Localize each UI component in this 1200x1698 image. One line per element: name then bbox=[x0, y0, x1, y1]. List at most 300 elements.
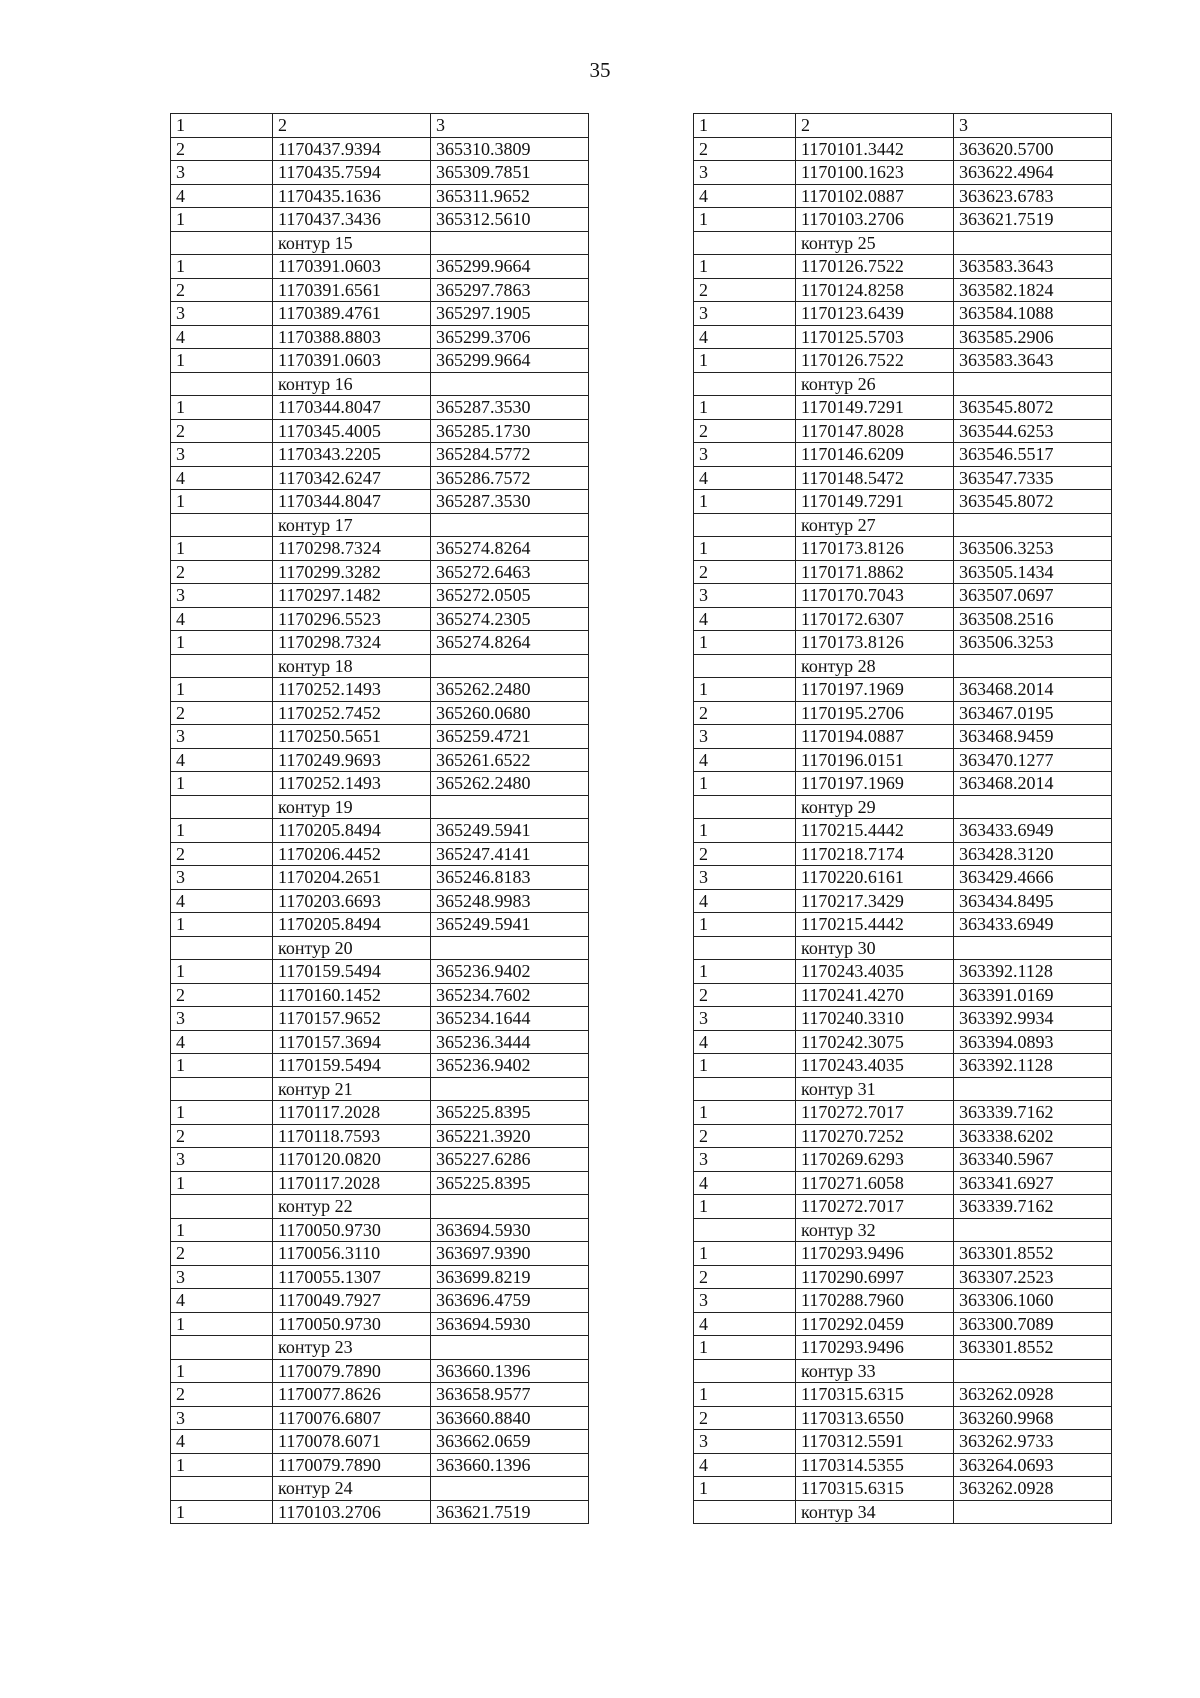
x-coordinate-cell: контур 18 bbox=[273, 654, 431, 678]
y-coordinate-cell: 363506.3253 bbox=[954, 537, 1112, 561]
table-row bbox=[694, 1453, 1112, 1477]
y-coordinate-cell: 365274.8264 bbox=[431, 631, 589, 655]
table-row bbox=[171, 584, 589, 608]
point-number-cell: 4 bbox=[694, 1312, 796, 1336]
point-number-cell: 4 bbox=[694, 325, 796, 349]
table-row bbox=[694, 325, 1112, 349]
point-number-cell: 2 bbox=[171, 560, 273, 584]
y-coordinate-cell: 365236.3444 bbox=[431, 1030, 589, 1054]
y-coordinate-cell: 363506.3253 bbox=[954, 631, 1112, 655]
x-coordinate-cell: 1170391.6561 bbox=[273, 278, 431, 302]
y-coordinate-cell bbox=[431, 936, 589, 960]
point-number-cell: 2 bbox=[171, 701, 273, 725]
x-coordinate-cell: 1170437.3436 bbox=[273, 208, 431, 232]
x-coordinate-cell: 1170315.6315 bbox=[796, 1383, 954, 1407]
y-coordinate-cell: 365287.3530 bbox=[431, 490, 589, 514]
point-number-cell: 1 bbox=[171, 1101, 273, 1125]
x-coordinate-cell: 1170157.9652 bbox=[273, 1007, 431, 1031]
y-coordinate-cell: 365299.9664 bbox=[431, 255, 589, 279]
point-number-cell: 1 bbox=[694, 913, 796, 937]
y-coordinate-cell: 363696.4759 bbox=[431, 1289, 589, 1313]
x-coordinate-cell: 1170197.1969 bbox=[796, 772, 954, 796]
y-coordinate-cell: 363546.5517 bbox=[954, 443, 1112, 467]
point-number-cell bbox=[171, 1477, 273, 1501]
y-coordinate-cell: 363467.0195 bbox=[954, 701, 1112, 725]
x-coordinate-cell: 1170118.7593 bbox=[273, 1124, 431, 1148]
y-coordinate-cell: 365274.2305 bbox=[431, 607, 589, 631]
table-row bbox=[694, 537, 1112, 561]
point-number-cell: 3 bbox=[171, 1148, 273, 1172]
table-row bbox=[694, 795, 1112, 819]
point-number-cell: 3 bbox=[694, 725, 796, 749]
x-coordinate-cell: 1170389.4761 bbox=[273, 302, 431, 326]
x-coordinate-cell: контур 33 bbox=[796, 1359, 954, 1383]
y-coordinate-cell bbox=[954, 513, 1112, 537]
x-coordinate-cell: 1170125.5703 bbox=[796, 325, 954, 349]
point-number-cell: 3 bbox=[694, 161, 796, 185]
y-coordinate-cell: 365272.6463 bbox=[431, 560, 589, 584]
point-number-cell: 1 bbox=[171, 631, 273, 655]
table-row bbox=[694, 678, 1112, 702]
y-coordinate-cell: 365297.1905 bbox=[431, 302, 589, 326]
table-row bbox=[694, 1289, 1112, 1313]
x-coordinate-cell: 1170293.9496 bbox=[796, 1242, 954, 1266]
x-coordinate-cell: 1170103.2706 bbox=[273, 1500, 431, 1524]
y-coordinate-cell: 363658.9577 bbox=[431, 1383, 589, 1407]
x-coordinate-cell: 1170173.8126 bbox=[796, 537, 954, 561]
table-row bbox=[694, 748, 1112, 772]
table-row bbox=[171, 1054, 589, 1078]
point-number-cell bbox=[694, 1500, 796, 1524]
x-coordinate-cell: контур 25 bbox=[796, 231, 954, 255]
x-coordinate-cell: 1170299.3282 bbox=[273, 560, 431, 584]
table-row bbox=[694, 1430, 1112, 1454]
table-row bbox=[171, 1101, 589, 1125]
y-coordinate-cell: 363582.1824 bbox=[954, 278, 1112, 302]
coordinates-table-right bbox=[693, 113, 1112, 1524]
y-coordinate-cell: 365287.3530 bbox=[431, 396, 589, 420]
y-coordinate-cell: 363392.1128 bbox=[954, 1054, 1112, 1078]
x-coordinate-cell: 1170252.7452 bbox=[273, 701, 431, 725]
point-number-cell bbox=[171, 513, 273, 537]
table-row bbox=[171, 819, 589, 843]
y-coordinate-cell: 365260.0680 bbox=[431, 701, 589, 725]
point-number-cell: 1 bbox=[171, 1312, 273, 1336]
table-row bbox=[171, 1077, 589, 1101]
x-coordinate-cell: 1170435.7594 bbox=[273, 161, 431, 185]
table-row bbox=[171, 1477, 589, 1501]
y-coordinate-cell: 363429.4666 bbox=[954, 866, 1112, 890]
y-coordinate-cell bbox=[431, 231, 589, 255]
point-number-cell: 4 bbox=[171, 889, 273, 913]
x-coordinate-cell: 1170159.5494 bbox=[273, 1054, 431, 1078]
x-coordinate-cell: 1170388.8803 bbox=[273, 325, 431, 349]
y-coordinate-cell: 365272.0505 bbox=[431, 584, 589, 608]
table-row bbox=[694, 184, 1112, 208]
table-row bbox=[171, 325, 589, 349]
x-coordinate-cell: 1170249.9693 bbox=[273, 748, 431, 772]
point-number-cell: 3 bbox=[171, 584, 273, 608]
y-coordinate-cell bbox=[954, 1359, 1112, 1383]
x-coordinate-cell: 1170243.4035 bbox=[796, 960, 954, 984]
x-coordinate-cell: контур 22 bbox=[273, 1195, 431, 1219]
point-number-cell: 2 bbox=[694, 983, 796, 1007]
y-coordinate-cell: 365311.9652 bbox=[431, 184, 589, 208]
x-coordinate-cell: 1170217.3429 bbox=[796, 889, 954, 913]
table-row bbox=[171, 513, 589, 537]
y-coordinate-cell bbox=[431, 1077, 589, 1101]
point-number-cell: 1 bbox=[694, 490, 796, 514]
y-coordinate-cell: 365236.9402 bbox=[431, 1054, 589, 1078]
x-coordinate-cell: контур 28 bbox=[796, 654, 954, 678]
point-number-cell: 3 bbox=[694, 1289, 796, 1313]
point-number-cell: 1 bbox=[694, 1195, 796, 1219]
y-coordinate-cell bbox=[431, 1195, 589, 1219]
point-number-cell bbox=[694, 231, 796, 255]
table-row bbox=[694, 1312, 1112, 1336]
x-coordinate-cell: 1170344.8047 bbox=[273, 396, 431, 420]
point-number-cell bbox=[171, 654, 273, 678]
table-row bbox=[171, 114, 589, 138]
x-coordinate-cell: 1170205.8494 bbox=[273, 819, 431, 843]
y-coordinate-cell: 363583.3643 bbox=[954, 349, 1112, 373]
x-coordinate-cell: 1170102.0887 bbox=[796, 184, 954, 208]
table-row bbox=[171, 701, 589, 725]
table-row bbox=[171, 1265, 589, 1289]
point-number-cell: 1 bbox=[694, 631, 796, 655]
x-coordinate-cell: контур 23 bbox=[273, 1336, 431, 1360]
y-coordinate-cell: 365309.7851 bbox=[431, 161, 589, 185]
point-number-cell: 1 bbox=[171, 396, 273, 420]
point-number-cell: 1 bbox=[171, 819, 273, 843]
x-coordinate-cell: 1170170.7043 bbox=[796, 584, 954, 608]
table-row bbox=[171, 490, 589, 514]
x-coordinate-cell: 1170215.4442 bbox=[796, 913, 954, 937]
y-coordinate-cell: 363545.8072 bbox=[954, 490, 1112, 514]
table-row bbox=[171, 161, 589, 185]
x-coordinate-cell: 1170050.9730 bbox=[273, 1312, 431, 1336]
table-row bbox=[171, 231, 589, 255]
point-number-cell: 1 bbox=[694, 678, 796, 702]
point-number-cell: 4 bbox=[694, 748, 796, 772]
y-coordinate-cell: 363264.0693 bbox=[954, 1453, 1112, 1477]
point-number-cell: 1 bbox=[171, 1054, 273, 1078]
table-row bbox=[694, 208, 1112, 232]
y-coordinate-cell: 363301.8552 bbox=[954, 1242, 1112, 1266]
point-number-cell bbox=[694, 795, 796, 819]
point-number-cell: 1 bbox=[694, 349, 796, 373]
table-row bbox=[694, 842, 1112, 866]
y-coordinate-cell: 365261.6522 bbox=[431, 748, 589, 772]
table-row bbox=[694, 161, 1112, 185]
x-coordinate-cell: 1170215.4442 bbox=[796, 819, 954, 843]
x-coordinate-cell: 1170147.8028 bbox=[796, 419, 954, 443]
y-coordinate-cell bbox=[431, 654, 589, 678]
point-number-cell: 4 bbox=[694, 1171, 796, 1195]
x-coordinate-cell: 1170173.8126 bbox=[796, 631, 954, 655]
y-coordinate-cell: 363339.7162 bbox=[954, 1101, 1112, 1125]
x-coordinate-cell: 1170288.7960 bbox=[796, 1289, 954, 1313]
x-coordinate-cell: 1170159.5494 bbox=[273, 960, 431, 984]
table-row bbox=[171, 631, 589, 655]
point-number-cell: 3 bbox=[694, 302, 796, 326]
table-row bbox=[694, 1265, 1112, 1289]
x-coordinate-cell: 1170049.7927 bbox=[273, 1289, 431, 1313]
y-coordinate-cell: 365234.7602 bbox=[431, 983, 589, 1007]
table-row bbox=[694, 725, 1112, 749]
table-row bbox=[171, 1218, 589, 1242]
y-coordinate-cell: 365234.1644 bbox=[431, 1007, 589, 1031]
table-row bbox=[694, 819, 1112, 843]
table-row bbox=[171, 866, 589, 890]
table-row bbox=[694, 983, 1112, 1007]
point-number-cell: 1 bbox=[694, 772, 796, 796]
x-coordinate-cell: 1170101.3442 bbox=[796, 137, 954, 161]
table-row bbox=[171, 1406, 589, 1430]
y-coordinate-cell: 363394.0893 bbox=[954, 1030, 1112, 1054]
point-number-cell bbox=[694, 372, 796, 396]
table-row bbox=[171, 1430, 589, 1454]
y-coordinate-cell: 363306.1060 bbox=[954, 1289, 1112, 1313]
y-coordinate-cell bbox=[431, 1477, 589, 1501]
point-number-cell bbox=[171, 1195, 273, 1219]
table-row bbox=[694, 1336, 1112, 1360]
point-number-cell: 4 bbox=[171, 184, 273, 208]
table-row bbox=[171, 772, 589, 796]
y-coordinate-cell: 365227.6286 bbox=[431, 1148, 589, 1172]
x-coordinate-cell: 1170344.8047 bbox=[273, 490, 431, 514]
y-coordinate-cell: 363434.8495 bbox=[954, 889, 1112, 913]
x-coordinate-cell: 1170342.6247 bbox=[273, 466, 431, 490]
point-number-cell: 1 bbox=[694, 1242, 796, 1266]
table-row bbox=[694, 1030, 1112, 1054]
y-coordinate-cell: 363620.5700 bbox=[954, 137, 1112, 161]
point-number-cell: 3 bbox=[171, 302, 273, 326]
x-coordinate-cell: 1170120.0820 bbox=[273, 1148, 431, 1172]
point-number-cell: 1 bbox=[694, 255, 796, 279]
table-row bbox=[694, 701, 1112, 725]
table-row bbox=[171, 678, 589, 702]
point-number-cell: 4 bbox=[694, 184, 796, 208]
table-row bbox=[171, 302, 589, 326]
x-coordinate-cell: 1170055.1307 bbox=[273, 1265, 431, 1289]
table-row bbox=[171, 349, 589, 373]
table-row bbox=[694, 772, 1112, 796]
point-number-cell: 1 bbox=[171, 678, 273, 702]
x-coordinate-cell: 1170292.0459 bbox=[796, 1312, 954, 1336]
table-row bbox=[694, 866, 1112, 890]
y-coordinate-cell: 363262.0928 bbox=[954, 1477, 1112, 1501]
point-number-cell: 1 bbox=[694, 1477, 796, 1501]
table-row bbox=[171, 255, 589, 279]
point-number-cell: 1 bbox=[171, 1171, 273, 1195]
table-row bbox=[171, 654, 589, 678]
x-coordinate-cell: 1170197.1969 bbox=[796, 678, 954, 702]
x-coordinate-cell: 1170203.6693 bbox=[273, 889, 431, 913]
x-coordinate-cell: 1170272.7017 bbox=[796, 1101, 954, 1125]
table-row bbox=[694, 372, 1112, 396]
table-row bbox=[171, 466, 589, 490]
table-row bbox=[694, 584, 1112, 608]
point-number-cell: 4 bbox=[694, 1453, 796, 1477]
x-coordinate-cell: 1170171.8862 bbox=[796, 560, 954, 584]
point-number-cell: 1 bbox=[171, 1453, 273, 1477]
y-coordinate-cell: 365286.7572 bbox=[431, 466, 589, 490]
x-coordinate-cell: 1170271.6058 bbox=[796, 1171, 954, 1195]
point-number-cell bbox=[694, 654, 796, 678]
y-coordinate-cell: 363697.9390 bbox=[431, 1242, 589, 1266]
x-coordinate-cell: 1170290.6997 bbox=[796, 1265, 954, 1289]
table-row bbox=[694, 255, 1112, 279]
x-coordinate-cell: контур 19 bbox=[273, 795, 431, 819]
x-coordinate-cell: 1170196.0151 bbox=[796, 748, 954, 772]
y-coordinate-cell: 363262.0928 bbox=[954, 1383, 1112, 1407]
point-number-cell: 1 bbox=[171, 537, 273, 561]
x-coordinate-cell: 2 bbox=[796, 114, 954, 138]
x-coordinate-cell: 1170293.9496 bbox=[796, 1336, 954, 1360]
x-coordinate-cell: 1170123.6439 bbox=[796, 302, 954, 326]
y-coordinate-cell bbox=[431, 795, 589, 819]
point-number-cell: 2 bbox=[171, 419, 273, 443]
table-row bbox=[171, 419, 589, 443]
y-coordinate-cell: 365247.4141 bbox=[431, 842, 589, 866]
y-coordinate-cell: 365221.3920 bbox=[431, 1124, 589, 1148]
y-coordinate-cell: 363433.6949 bbox=[954, 819, 1112, 843]
table-row bbox=[171, 137, 589, 161]
point-number-cell bbox=[171, 1077, 273, 1101]
y-coordinate-cell: 363544.6253 bbox=[954, 419, 1112, 443]
x-coordinate-cell: 1170345.4005 bbox=[273, 419, 431, 443]
y-coordinate-cell: 363622.4964 bbox=[954, 161, 1112, 185]
x-coordinate-cell: 1170149.7291 bbox=[796, 396, 954, 420]
table-row bbox=[171, 1195, 589, 1219]
y-coordinate-cell: 363301.8552 bbox=[954, 1336, 1112, 1360]
point-number-cell: 1 bbox=[694, 114, 796, 138]
x-coordinate-cell: 1170124.8258 bbox=[796, 278, 954, 302]
y-coordinate-cell: 365259.4721 bbox=[431, 725, 589, 749]
x-coordinate-cell: 1170126.7522 bbox=[796, 349, 954, 373]
x-coordinate-cell: 1170391.0603 bbox=[273, 349, 431, 373]
x-coordinate-cell: 1170117.2028 bbox=[273, 1171, 431, 1195]
table-row bbox=[171, 748, 589, 772]
x-coordinate-cell: 1170172.6307 bbox=[796, 607, 954, 631]
x-coordinate-cell: 1170117.2028 bbox=[273, 1101, 431, 1125]
table-row bbox=[171, 1030, 589, 1054]
table-row bbox=[694, 137, 1112, 161]
table-row bbox=[694, 1477, 1112, 1501]
point-number-cell: 2 bbox=[171, 1383, 273, 1407]
table-row bbox=[171, 372, 589, 396]
point-number-cell: 1 bbox=[171, 1218, 273, 1242]
y-coordinate-cell: 363660.1396 bbox=[431, 1453, 589, 1477]
point-number-cell bbox=[171, 372, 273, 396]
point-number-cell: 1 bbox=[171, 772, 273, 796]
table-row bbox=[694, 513, 1112, 537]
table-row bbox=[694, 913, 1112, 937]
point-number-cell: 2 bbox=[171, 278, 273, 302]
y-coordinate-cell: 363694.5930 bbox=[431, 1218, 589, 1242]
point-number-cell: 2 bbox=[694, 1406, 796, 1430]
point-number-cell: 2 bbox=[171, 983, 273, 1007]
point-number-cell bbox=[694, 1218, 796, 1242]
point-number-cell: 2 bbox=[171, 137, 273, 161]
table-row bbox=[171, 1500, 589, 1524]
table-row bbox=[694, 231, 1112, 255]
table-row bbox=[171, 443, 589, 467]
x-coordinate-cell: 1170241.4270 bbox=[796, 983, 954, 1007]
table-row bbox=[694, 1195, 1112, 1219]
table-row bbox=[171, 1171, 589, 1195]
y-coordinate-cell: 363468.2014 bbox=[954, 678, 1112, 702]
table-row bbox=[171, 936, 589, 960]
y-coordinate-cell: 3 bbox=[954, 114, 1112, 138]
y-coordinate-cell bbox=[954, 795, 1112, 819]
x-coordinate-cell: контур 20 bbox=[273, 936, 431, 960]
y-coordinate-cell: 365310.3809 bbox=[431, 137, 589, 161]
x-coordinate-cell: 1170077.8626 bbox=[273, 1383, 431, 1407]
table-row bbox=[171, 1383, 589, 1407]
y-coordinate-cell: 363547.7335 bbox=[954, 466, 1112, 490]
table-row bbox=[694, 1101, 1112, 1125]
point-number-cell bbox=[694, 936, 796, 960]
y-coordinate-cell bbox=[954, 1500, 1112, 1524]
y-coordinate-cell: 363340.5967 bbox=[954, 1148, 1112, 1172]
point-number-cell: 3 bbox=[171, 866, 273, 890]
y-coordinate-cell: 363428.3120 bbox=[954, 842, 1112, 866]
x-coordinate-cell: 1170160.1452 bbox=[273, 983, 431, 1007]
y-coordinate-cell bbox=[431, 372, 589, 396]
y-coordinate-cell: 365249.5941 bbox=[431, 819, 589, 843]
x-coordinate-cell: 1170220.6161 bbox=[796, 866, 954, 890]
y-coordinate-cell: 363341.6927 bbox=[954, 1171, 1112, 1195]
y-coordinate-cell: 363660.1396 bbox=[431, 1359, 589, 1383]
table-row bbox=[171, 913, 589, 937]
table-row bbox=[171, 208, 589, 232]
table-row bbox=[171, 795, 589, 819]
point-number-cell bbox=[171, 1336, 273, 1360]
table-row bbox=[171, 983, 589, 1007]
table-row bbox=[694, 1406, 1112, 1430]
x-coordinate-cell: 1170437.9394 bbox=[273, 137, 431, 161]
table-row bbox=[694, 1242, 1112, 1266]
point-number-cell bbox=[694, 1359, 796, 1383]
table-row bbox=[694, 1124, 1112, 1148]
table-row bbox=[171, 960, 589, 984]
y-coordinate-cell: 363468.2014 bbox=[954, 772, 1112, 796]
x-coordinate-cell: 1170269.6293 bbox=[796, 1148, 954, 1172]
x-coordinate-cell: 1170204.2651 bbox=[273, 866, 431, 890]
x-coordinate-cell: контур 17 bbox=[273, 513, 431, 537]
point-number-cell: 1 bbox=[694, 1336, 796, 1360]
y-coordinate-cell: 363338.6202 bbox=[954, 1124, 1112, 1148]
table-row bbox=[694, 1077, 1112, 1101]
point-number-cell: 2 bbox=[694, 1124, 796, 1148]
table-row bbox=[694, 1218, 1112, 1242]
x-coordinate-cell: контур 24 bbox=[273, 1477, 431, 1501]
y-coordinate-cell: 365299.3706 bbox=[431, 325, 589, 349]
point-number-cell: 1 bbox=[171, 960, 273, 984]
point-number-cell: 3 bbox=[171, 725, 273, 749]
point-number-cell: 3 bbox=[694, 584, 796, 608]
point-number-cell: 4 bbox=[171, 1289, 273, 1313]
table-row bbox=[171, 842, 589, 866]
point-number-cell: 3 bbox=[694, 1430, 796, 1454]
x-coordinate-cell: 1170218.7174 bbox=[796, 842, 954, 866]
x-coordinate-cell: 1170103.2706 bbox=[796, 208, 954, 232]
x-coordinate-cell: 1170435.1636 bbox=[273, 184, 431, 208]
table-row bbox=[694, 607, 1112, 631]
point-number-cell: 1 bbox=[171, 490, 273, 514]
